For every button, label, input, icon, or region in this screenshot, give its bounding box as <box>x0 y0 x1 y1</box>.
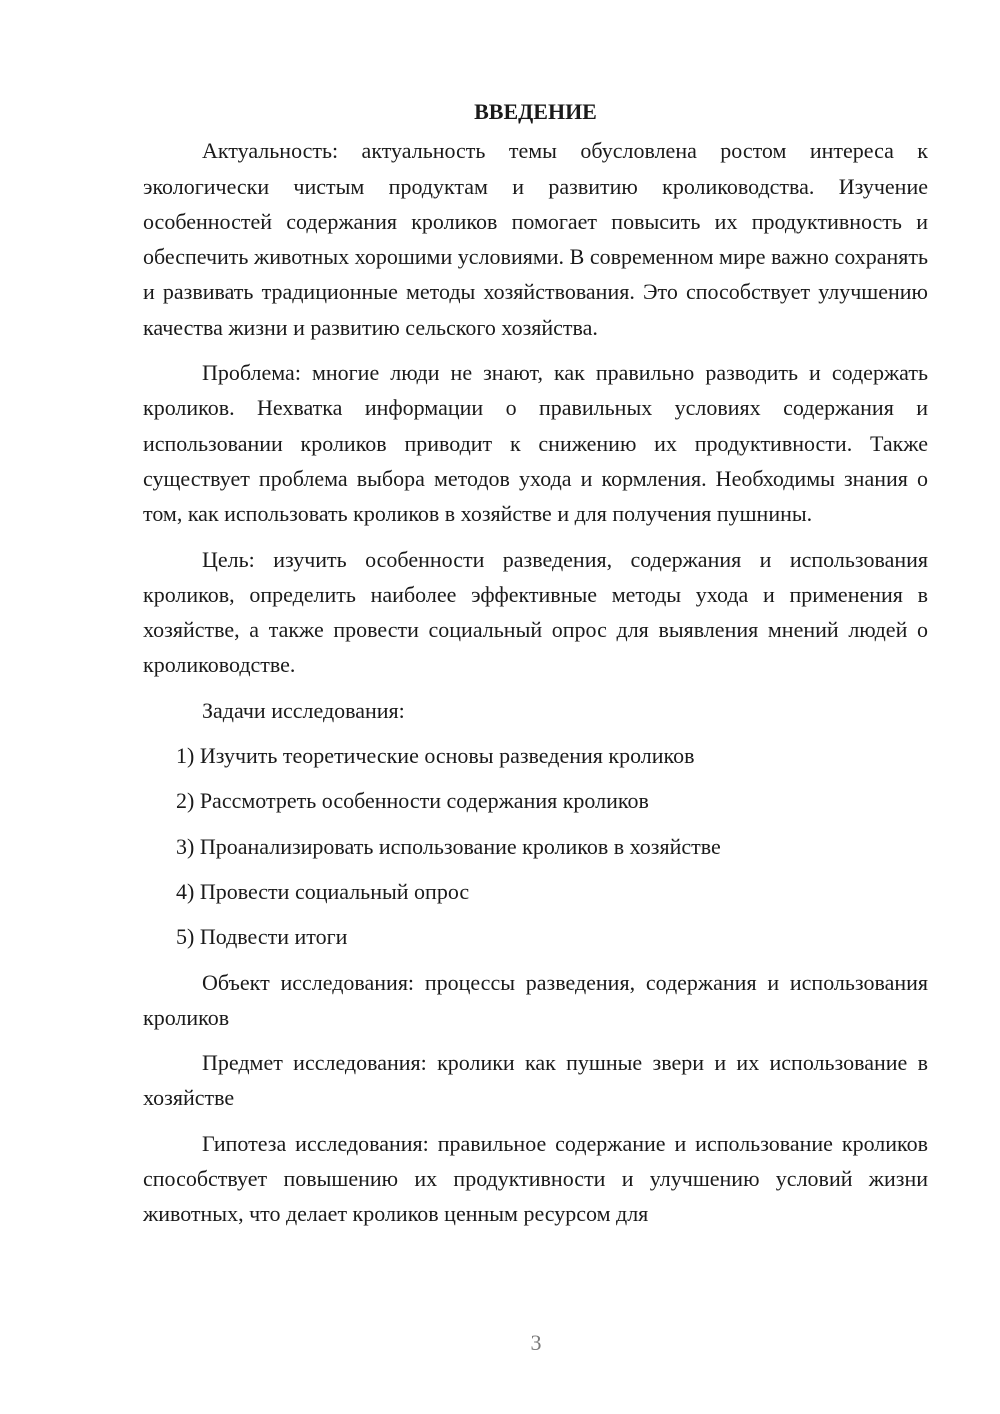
paragraph-hypothesis: Гипотеза исследования: правильное содержание и использование кроликов способствует повышению их продуктивности и улучшению условий жизни животных, что делает кроликов ценным ресурсом для <box>143 1130 928 1227</box>
page-title: ВВЕДЕНИЕ <box>474 99 597 124</box>
page-content <box>143 94 928 1242</box>
tasks-heading: Задачи исследования: <box>202 697 405 723</box>
list-item: 3) Проанализировать использование кроликов в хозяйстве <box>176 833 721 859</box>
paragraph-relevance: Актуальность: актуальность темы обусловлена ростом интереса к экологически чистым продуктам и развитию кролиководства. Изучение особенностей содержания кроликов помогает повысить их продуктивность и обеспечить животных хорошими условиями. В современном мире важно сохранять и развивать традиционные методы хозяйствования. Это способствует улучшению качества жизни и развитию сельского хозяйства. <box>143 138 928 340</box>
list-item: 2) Рассмотреть особенности содержания кроликов <box>176 788 649 814</box>
tasks-list <box>143 738 928 954</box>
paragraph-problem: Проблема: многие люди не знают, как правильно разводить и содержать кроликов. Нехватка информации о правильных условиях содержания и использовании кроликов приводит к снижению их продуктивности. Также существует проблема выбора методов ухода и кормления. Необходимы знания о том, как использовать кроликов в хозяйстве и для получения пушнины. <box>143 360 928 527</box>
list-item: 4) Провести социальный опрос <box>176 878 470 904</box>
list-item: 1) Изучить теоретические основы разведения кроликов <box>176 743 695 769</box>
paragraph-subject: Предмет исследования: кролики как пушные звери и их использование в хозяйстве <box>143 1050 928 1111</box>
paragraph-object: Объект исследования: процессы разведения, содержания и использования кроликов <box>143 969 928 1030</box>
list-item: 5) Подвести итоги <box>176 924 348 950</box>
page-number: 3 <box>530 1330 542 1355</box>
paragraph-goal: Цель: изучить особенности разведения, содержания и использования кроликов, определить наиболее эффективные методы ухода и применения в хозяйстве, а также провести социальный опрос для выявления мнений людей о кролиководстве. <box>143 546 928 678</box>
